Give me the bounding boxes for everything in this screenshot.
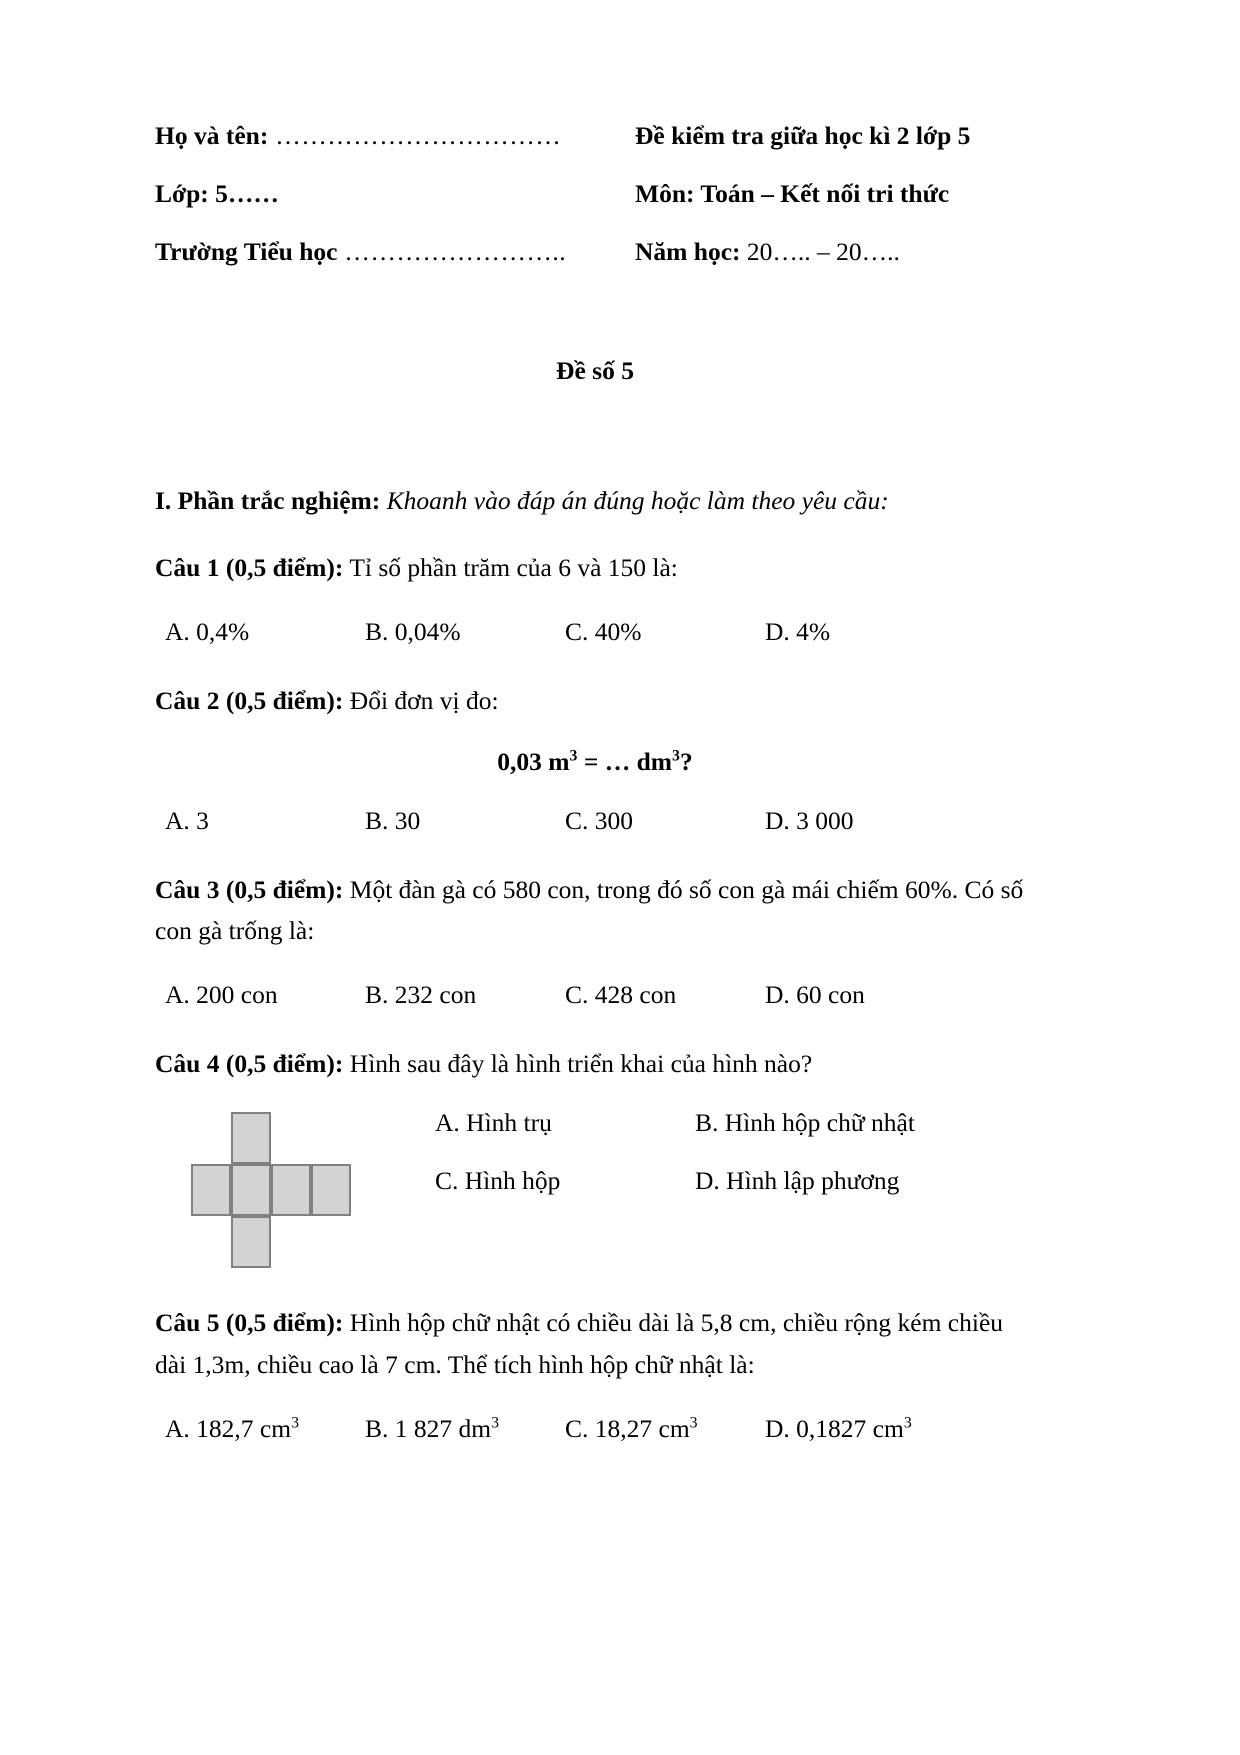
question-5-option-d-exponent: 3 bbox=[903, 1414, 912, 1432]
question-4-text: Hình sau đây là hình triển khai của hình nào? bbox=[343, 1049, 813, 1079]
section-heading-multiple-choice bbox=[155, 484, 1035, 517]
net-cell-left bbox=[191, 1164, 231, 1216]
formula-part-a: 0,03 m bbox=[497, 747, 570, 777]
question-4-label: Câu 4 (0,5 điểm): bbox=[155, 1049, 344, 1079]
question-3-option-d[interactable]: D. 60 con bbox=[765, 980, 865, 1010]
question-5-option-b-exponent: 3 bbox=[491, 1414, 499, 1432]
exam-code: Đề số 5 bbox=[556, 355, 634, 385]
exam-title-label: Đề kiểm tra giữa học kì 2 lớp 5 bbox=[635, 121, 971, 150]
question-3 bbox=[155, 869, 1035, 952]
question-3-option-a[interactable]: A. 200 con bbox=[165, 980, 278, 1010]
header-row-school bbox=[155, 236, 1035, 268]
exam-title bbox=[635, 120, 1035, 152]
school-year-line bbox=[635, 236, 1035, 268]
net-cell-far-right bbox=[311, 1164, 351, 1216]
school-year-value: 20….. – 20….. bbox=[740, 236, 900, 266]
question-3-option-b[interactable]: B. 232 con bbox=[365, 980, 477, 1010]
question-4-option-d[interactable]: D. Hình lập phương bbox=[695, 1166, 900, 1196]
question-5-option-a[interactable] bbox=[165, 1411, 365, 1447]
question-4-options bbox=[391, 1108, 1035, 1196]
question-5-option-d[interactable] bbox=[765, 1411, 965, 1447]
question-5-option-b[interactable] bbox=[365, 1411, 565, 1447]
question-5-options bbox=[155, 1411, 1035, 1447]
class-field bbox=[155, 178, 635, 210]
question-5-option-a-exponent: 3 bbox=[291, 1414, 299, 1432]
question-3-label: Câu 3 (0,5 điểm): bbox=[155, 874, 344, 904]
question-4-options-row-2 bbox=[435, 1166, 1035, 1196]
question-4-option-a[interactable]: A. Hình trụ bbox=[435, 1108, 552, 1138]
question-2-option-c[interactable]: C. 300 bbox=[565, 806, 634, 836]
net-cell-bottom bbox=[231, 1216, 271, 1268]
question-5-option-c[interactable] bbox=[565, 1411, 765, 1447]
question-5-option-a-text: A. 182,7 cm bbox=[165, 1413, 292, 1443]
question-2-options bbox=[155, 803, 1035, 839]
question-1-option-a[interactable]: A. 0,4% bbox=[165, 617, 250, 647]
question-1-option-b[interactable]: B. 0,04% bbox=[365, 617, 461, 647]
question-4-options-row-1 bbox=[435, 1108, 1035, 1138]
question-4-option-b[interactable]: B. Hình hộp chữ nhật bbox=[695, 1108, 915, 1138]
question-5-label: Câu 5 (0,5 điểm): bbox=[155, 1308, 344, 1338]
formula-part-b: = … dm bbox=[577, 747, 673, 777]
student-name-dots: …………………………… bbox=[268, 121, 562, 150]
class-label: Lớp: 5…… bbox=[155, 178, 279, 208]
net-cell-right bbox=[271, 1164, 311, 1216]
question-5-option-b-text: B. 1 827 dm bbox=[365, 1413, 492, 1443]
student-name-label: Họ và tên: bbox=[155, 121, 269, 150]
question-1-option-d[interactable]: D. 4% bbox=[765, 617, 831, 647]
question-5-text: Hình hộp chữ nhật có chiều dài là 5,8 cm, chiều rộng kém chiều dài 1,3m, chiều cao là 7 cm. Thể tích hình hộp chữ nhật là: bbox=[155, 1308, 1004, 1379]
question-5 bbox=[155, 1302, 1035, 1385]
question-2-option-b[interactable]: B. 30 bbox=[365, 806, 421, 836]
net-cell-middle bbox=[231, 1164, 271, 1216]
question-3-option-c[interactable]: C. 428 con bbox=[565, 980, 677, 1010]
question-3-text: Một đàn gà có 580 con, trong đó số con gà mái chiếm 60%. Có số con gà trống là: bbox=[155, 874, 1024, 946]
question-5-option-d-text: D. 0,1827 cm bbox=[765, 1413, 904, 1443]
question-1-options bbox=[155, 614, 1035, 650]
header-row-class bbox=[155, 178, 1035, 210]
subject-label: Môn: Toán – Kết nối tri thức bbox=[635, 178, 950, 208]
cube-net-figure bbox=[191, 1112, 391, 1272]
school-label: Trường Tiểu học bbox=[155, 236, 338, 266]
question-2-text: Đổi đơn vị đo: bbox=[343, 685, 499, 715]
question-4 bbox=[155, 1043, 1035, 1084]
document-body bbox=[155, 120, 1035, 1447]
question-2-label: Câu 2 (0,5 điểm): bbox=[155, 685, 344, 715]
school-year-label: Năm học: bbox=[635, 236, 741, 266]
question-5-option-c-text: C. 18,27 cm bbox=[565, 1413, 690, 1443]
question-4-option-c[interactable]: C. Hình hộp bbox=[435, 1166, 561, 1196]
question-2 bbox=[155, 680, 1035, 721]
student-name-field bbox=[155, 120, 635, 152]
exam-header bbox=[155, 120, 1035, 268]
question-1 bbox=[155, 547, 1035, 588]
school-dots: …………………….. bbox=[337, 236, 567, 266]
net-cell-top bbox=[231, 1112, 271, 1164]
subject-line bbox=[635, 178, 1035, 210]
question-4-figure-and-options bbox=[155, 1108, 1035, 1272]
question-1-text: Tỉ số phần trăm của 6 và 150 là: bbox=[343, 552, 678, 582]
formula-part-c: ? bbox=[679, 747, 693, 777]
question-3-options bbox=[155, 977, 1035, 1013]
formula-exponent-2: 3 bbox=[672, 747, 680, 765]
question-2-option-d[interactable]: D. 3 000 bbox=[765, 806, 854, 836]
question-5-option-c-exponent: 3 bbox=[689, 1414, 698, 1432]
section-label: I. Phần trắc nghiệm: bbox=[155, 485, 381, 515]
question-1-label: Câu 1 (0,5 điểm): bbox=[155, 552, 344, 582]
header-row-name bbox=[155, 120, 1035, 152]
question-1-option-c[interactable]: C. 40% bbox=[565, 617, 642, 647]
school-field bbox=[155, 236, 635, 268]
formula-exponent-1: 3 bbox=[569, 747, 578, 765]
section-instruction: Khoanh vào đáp án đúng hoặc làm theo yêu cầu: bbox=[380, 485, 889, 515]
question-2-option-a[interactable]: A. 3 bbox=[165, 806, 209, 836]
question-2-formula bbox=[155, 747, 1035, 777]
